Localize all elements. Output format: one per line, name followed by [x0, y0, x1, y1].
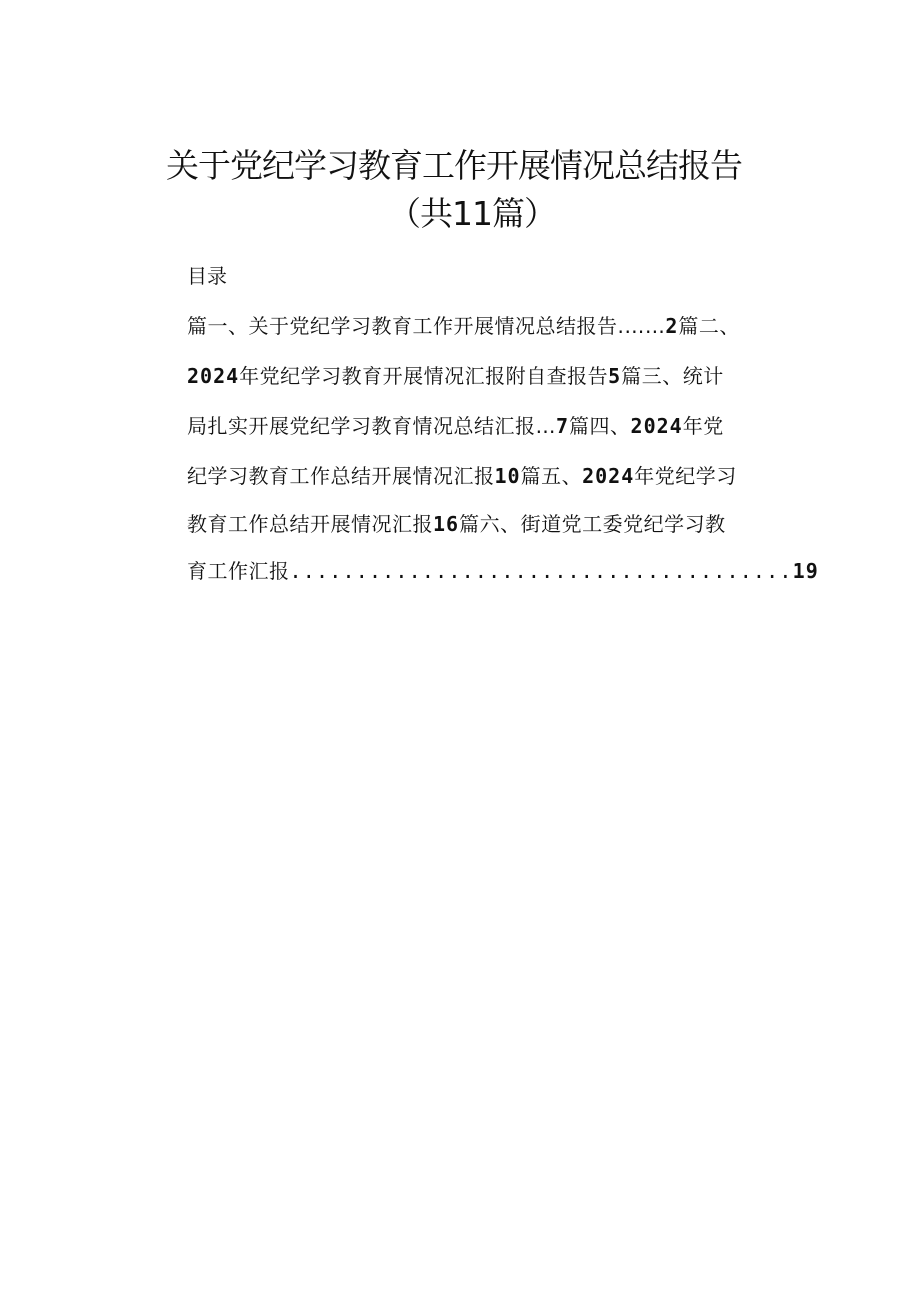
toc-entry-text: 篇三、统计 — [621, 364, 724, 388]
toc-year: 2024 — [630, 414, 683, 438]
toc-line — [187, 508, 807, 537]
toc-entry-text: 篇一、关于党纪学习教育工作开展情况总结报告.…… — [187, 314, 666, 338]
toc-entry-text: 篇六、街道党工委党纪学习教 — [459, 512, 726, 536]
toc-entry-text: 篇四、 — [569, 414, 631, 438]
document-subtitle-count: （共11篇） — [388, 194, 556, 233]
toc-page-number: 2 — [665, 314, 679, 338]
toc-entry-text: 篇五、 — [520, 464, 583, 488]
document-title: 关于党纪学习教育工作开展情况总结报告 — [166, 146, 742, 185]
toc-entry-text: 篇二、 — [678, 314, 740, 338]
toc-page-number: 10 — [494, 464, 521, 488]
toc-leader-dots: ...................................... — [289, 559, 793, 583]
toc-line — [187, 310, 807, 339]
toc-entry-text: 年党纪学习 — [634, 464, 737, 488]
toc-page-number: 5 — [608, 364, 622, 388]
toc-line — [187, 460, 807, 489]
toc-heading: 目录 — [187, 264, 227, 288]
toc-entry-text: 育工作汇报 — [187, 559, 290, 583]
toc-entry-text: 年党 — [682, 414, 724, 438]
toc-entry-text: 纪学习教育工作总结开展情况汇报 — [187, 464, 495, 488]
toc-line — [187, 555, 819, 584]
toc-page-number: 7 — [556, 414, 570, 438]
toc-entry-text: 教育工作总结开展情况汇报 — [187, 512, 433, 536]
toc-page-number: 19 — [792, 559, 819, 583]
toc-entry-text: 局扎实开展党纪学习教育情况总结汇报… — [187, 414, 556, 438]
toc-line — [187, 410, 807, 439]
toc-year: 2024 — [582, 464, 635, 488]
toc-entry-text: 年党纪学习教育开展情况汇报附自查报告 — [239, 364, 609, 388]
toc-year: 2024 — [187, 364, 240, 388]
toc-line — [187, 360, 807, 389]
toc-page-number: 16 — [433, 512, 460, 536]
